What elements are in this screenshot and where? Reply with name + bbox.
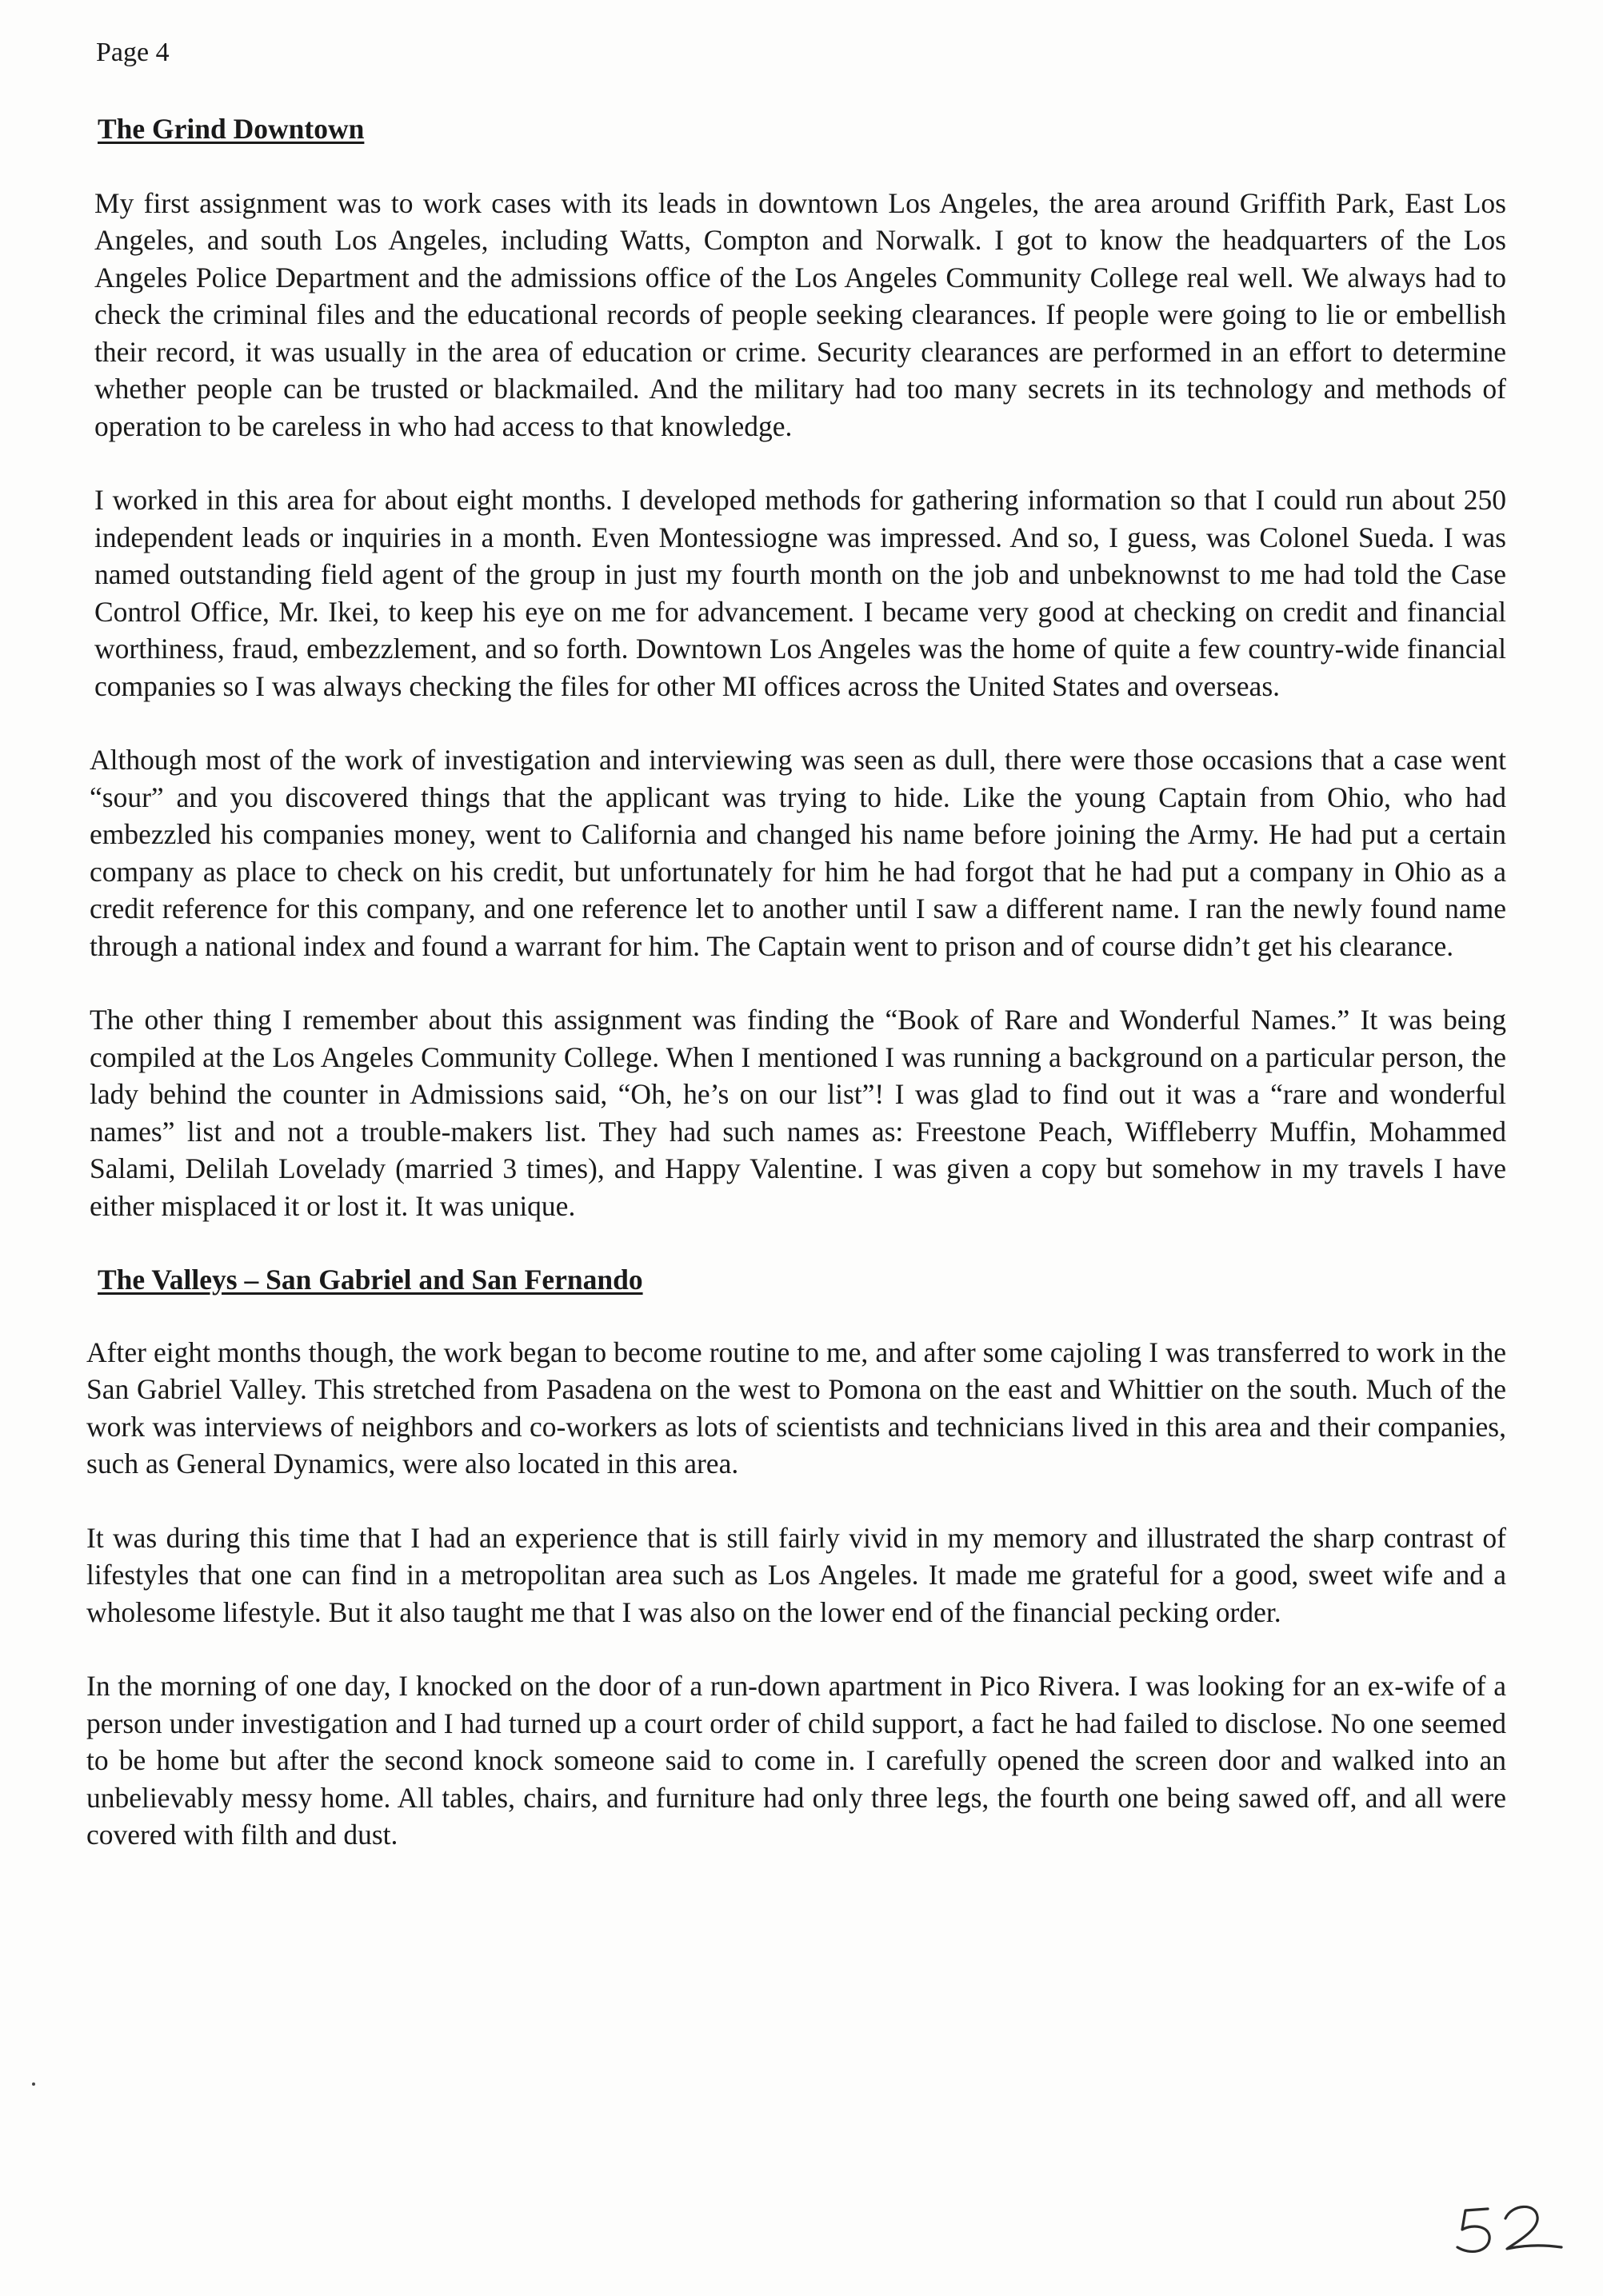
paragraph: I worked in this area for about eight months. I developed methods for gathering information so that I could run about 250 independent leads or inquiries in a month. Even Montessiogne was impressed. And so, I guess, was Colonel Sueda. I was named outstanding field agent of the group in just my fourth month on the job and unbeknownst to me had told the Case Control Office, Mr. Ikei, to keep his eye on me for advancement. I became very good at checking on credit and financial worthiness, fraud, embezzlement, and so forth. Downtown Los Angeles was the home of quite a few country-wide financial companies so I was always checking the files for other MI offices across the United States and overseas. [94,484,1506,702]
handwritten-page-number [1449,2191,1569,2263]
paragraph: It was during this time that I had an experience that is still fairly vivid in my memory and illustrated the sharp contrast of lifestyles that one can find in a metropolitan area such as Los Angeles. It made me grateful for a good, sweet wife and a wholesome lifestyle. But it also taught me that I was also on the lower end of the financial pecking order. [86,1521,1506,1628]
document-body [86,110,1506,1891]
section-heading: The Grind Downtown [98,113,365,145]
paragraph: After eight months though, the work began to become routine to me, and after some cajoling I was transferred to work in the San Gabriel Valley. This stretched from Pasadena on the west to Pomona on the east and Whittier on the south. Much of the work was interviews of neighbors and co-workers as lots of scientists and technicians lived in this area and their companies, such as General Dynamics, were also located in this area. [86,1336,1506,1479]
section-heading: The Valleys – San Gabriel and San Fernando [98,1264,643,1296]
section-grind-downtown [86,110,1506,1224]
scan-speck [32,2082,35,2086]
paragraph: Although most of the work of investigation and interviewing was seen as dull, there were those occasions that a case went “sour” and you discovered things that the applicant was trying to hide. Like the young Captain from Ohio, who had embezzled his companies money, went to California and changed his name before joining the Army. He had put a certain company as place to check on his credit, but unfortunately for him he had forgot that he had put a company in Ohio as a credit reference for this company, and one reference let to another until I saw a different name. I ran the newly found name through a national index and found a warrant for him. The Captain went to prison and of course didn’t get his clearance. [90,744,1506,962]
page-label: Page 4 [96,38,170,67]
section-valleys [86,1261,1506,1854]
paragraph: In the morning of one day, I knocked on the door of a run-down apartment in Pico Rivera. I was looking for an ex-wife of a person under investigation and I had turned up a court order of child support, a fact he had failed to disclose. No one seemed to be home but after the second knock someone said to come in. I carefully opened the screen door and walked into an unbelievably messy home. All tables, chairs, and furniture had only three legs, the fourth one being sawed off, and all were covered with filth and dust. [86,1670,1506,1851]
paragraph: My first assignment was to work cases with its leads in downtown Los Angeles, the area around Griffith Park, East Los Angeles, and south Los Angeles, including Watts, Compton and Norwalk. I got to know the headquarters of the Los Angeles Police Department and the admissions office of the Los Angeles Community College real well. We always had to check the criminal files and the educational records of people seeking clearances. If people were going to lie or embellish their record, it was usually in the area of education or crime. Security clearances are performed in an effort to determine whether people can be trusted or blackmailed. And the military had too many secrets in its technology and methods of operation to be careless in who had access to that knowledge. [94,186,1506,442]
paragraph: The other thing I remember about this assignment was finding the “Book of Rare and Wonderful Names.” It was being compiled at the Los Angeles Community College. When I mentioned I was running a background on a particular person, the lady behind the counter in Admissions said, “Oh, he’s on our list”! I was glad to find out it was a “rare and wonderful names” list and not a trouble-makers list. They had such names as: Freestone Peach, Wiffleberry Muffin, Mohammed Salami, Delilah Lovelady (married 3 times), and Happy Valentine. I was given a copy but somehow in my travels I have either misplaced it or lost it. It was unique. [90,1004,1506,1222]
handwritten-52-icon [1449,2191,1569,2263]
